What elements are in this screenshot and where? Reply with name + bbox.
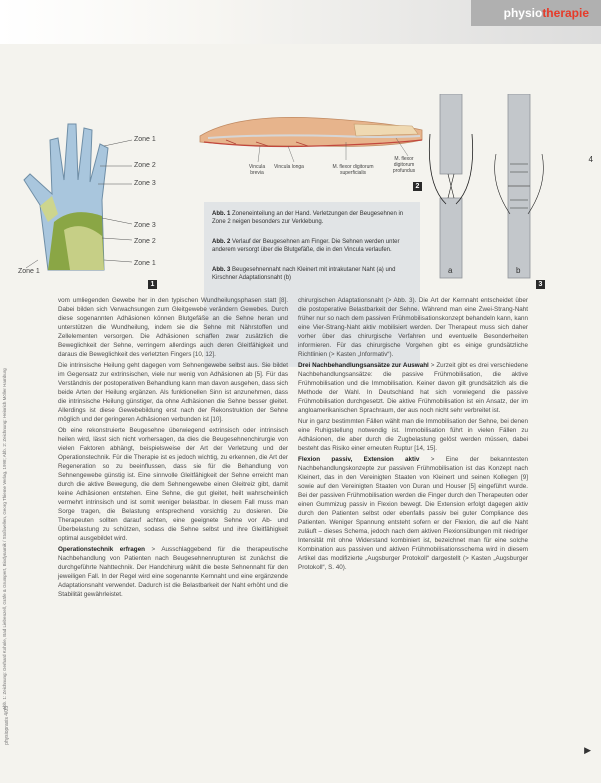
figure-1-badge: 1	[148, 280, 157, 289]
hand-zones-illustration	[18, 110, 153, 275]
next-page-arrow-icon: ▶	[584, 745, 591, 755]
brand-logo	[504, 6, 589, 20]
brand-part-1: physio	[503, 6, 543, 20]
paragraph-text: > Ausschlaggebend für die therapeutische Nachbehandlung von Patienten nach Beugesehnenrupturen ist zunächst die durchgeführte Nahttechnik. Der Handchirurg wählt die beste Sehnennaht für den jeweiligen Fall. In der Regel wird eine sogenannte Kernnaht und eine ergänzende Adaptationsnaht verwendet. Dadurch ist die Belastbarkeit der Naht erhöht und die Stabilität gewährleistet.	[58, 546, 289, 598]
zone-label: Zone 1	[18, 268, 40, 275]
zone-label: Zone 1	[134, 136, 156, 143]
paragraph-text: vom umliegenden Gewebe her in den typischen Wundheilungsphasen statt [8]. Dabei bilden sich Verwachsungen zum Gleitgewebe verändern Gewebes. Durch diese sogenannten Adhäsionen können Blutgefäße an die Sehne heran und unterstützen die Wundheilung, indem sie die Sehne mit Nährstoffen und Zellelementen versorgen. Die Adhäsionen schaffen zwar zusätzlich die Beweglichkeit der Sehne, verringern allerdings auch deren Gleitfähigkeit und daraus die Beweglichkeit des verletzten Fingers [10, 12].	[58, 297, 288, 358]
paragraph-text: Die intrinsische Heilung geht dagegen vom Sehnengewebe selbst aus. Sie bildet im Gegensatz zur extrinsischen, viele nur wenig von Adhäsionen ab [5]. Für das Verständnis der postoperativen Behandlung kann man davon ausgehen, dass sich beide Arten der Heilung ergänzen. Als funktionellen Sinn ist anzunehmen, dass die intrinsische Heilung günstiger, da ohne Adhäsionen die Sehne besser gleitet. Allerdings ist diese Gewebebildung erst nach der Rekonstruktion der Sehne möglich und der geringeren Adhäsionen verbunden ist [10].	[58, 362, 288, 423]
caption-3-lead: Abb. 3	[212, 267, 231, 273]
paragraph-lead: Drei Nachbehandlungsansätze zur Auswahl	[298, 362, 429, 369]
text-column-left	[58, 296, 288, 601]
figure-3-badge: 3	[536, 280, 545, 289]
paragraph	[58, 296, 288, 359]
brand-part-2: therapie	[542, 6, 589, 20]
paragraph-lead: Operationstechnik erfragen	[58, 546, 145, 553]
paragraph-text: Ob eine rekonstruierte Beugesehne überwiegend extrinsisch oder intrinsisch heilen wird, lässt sich nicht vorhersagen, da dies die Beugesehnenchirurgie von vielen Faktoren abhängt, beispielsweise der Art der Verletzung und der Operationstechnik. Für die Therapie ist es jedoch wichtig, zu erkennen, die Art der Regeneration so zu beeinflussen, dass sie für die Behandlung von Sehnengewebe günstig ist. Eine sinnvolle Gleitfähigkeit der Sehne erreicht man durch die aktive Bewegung, die dem Sehnengewebe einen Gleitreiz gibt, damit keine Adhäsionen entstehen. Eine Sehne, die gut gleitet, heilt wahrscheinlich vermehrt intrinsisch und ist somit weniger belastbar. In diesem Fall muss man Sorge tragen, die Belastung entsprechend vorsichtig zu dosieren. Die Therapeuten sollten darauf achten, eine geeignete Sehne vor Ab- und Überbelastung zu schützen, sodass die Sehne selbst und ihre Gleitfähigkeit optimal ausgebildet wird.	[58, 427, 288, 542]
tendon-suture-illustration	[426, 94, 551, 284]
caption-1-text: Zoneneinteilung an der Hand. Verletzungen der Beugesehnen in Zone 2 neigen besonders zur Verklebung.	[212, 211, 404, 225]
tendon-label-a: a	[448, 266, 453, 275]
zone-label: Zone 3	[134, 180, 156, 187]
paragraph-text: chirurgischen Adaptationsnaht (> Abb. 3). Die Art der Kernnaht entscheidet über die postoperative Belastbarkeit der Sehne. Während man eine Zwei-Strang-Naht früher nur so nach dem passiven Frühmobilisationskonzept behandeln kann, kann eine Vier-Strang-Naht aktiv mobilisiert werden. Der Therapeut muss sich daher vorher über das chirurgische Verfahren und eventuelle Besonderheiten informieren. Für das chirurgische Vorgehen gibt es einige grundsätzliche Richtlinien (> Kasten „Informativ“).	[298, 297, 528, 358]
anatomy-label: M. flexor digitorum profundus	[392, 156, 416, 174]
paragraph-text: Nur in ganz bestimmten Fällen wählt man die Immobilisation der Sehne, bei denen eine Ruhigstellung notwendig ist. Immobilisation führt in vielen Fällen zu Adhäsionen, die aber durch die Zugbelastung gelöst werden müssen, dabei besteht das Risiko einer erneuten Ruptur [14, 15].	[298, 418, 528, 452]
paragraph	[58, 426, 288, 543]
figure-area	[18, 90, 558, 290]
paragraph	[298, 417, 528, 453]
paragraph-text: > Zurzeit gibt es drei verschiedene Nachbehandlungsansätze: die passive Frühmobilisation, die aktive Frühmobilisation und die Immobilisation. Keiner davon gilt grundsätzlich als die Methode der Wahl. In Deutschland hat sich vorwiegend die passive Frühmobilisation durchgesetzt. Die aktive Frühmobilisation ist ein Ansatz, der im angloamerikanischen Sprachraum, der aus noch nicht sehr verbreitet ist.	[298, 362, 528, 414]
zone-label: Zone 3	[134, 222, 156, 229]
caption-3-text: Beugesehnennaht nach Kleinert mit intrakutaner Naht (a) und Kirschner Adaptationsnaht (b)	[212, 267, 396, 281]
paragraph	[298, 361, 528, 415]
paragraph-text: > Eine der bekanntesten Nachbehandlungskonzepte zur passiven Frühmobilisation ist das Konzept nach Kleinert, das in den Vereinigten Staaten von Kleinert und seinen Kollegen [9] sowie auf den Vereinigten Staaten von Duran und Houser [5] eingeführt wurde. Bei der passiven Frühmobilisation werden die Finger durch den Therapeuten oder einen Gummizug passiv in Flexion bewegt. Die Extension erfolgt dagegen aktiv durch den Patienten selbst oder ebenfalls passiv bei guter Compliance des Patienten. Weniger Spannung entsteht sofern er der Flexion, die auf die Naht zuläuft – dieses Schema, jedoch nach dem aktiven Flexionsübungen mit niedriger Intensität mit ohne Widerstand kombiniert ist, bezeichnet man für eine solche Kombination aus passiven und aktiven Frühmobilisationsschema wird in diesem Artikel das modifizierte „Augsburger Protokoll“ dargestellt (> Kasten „Augsburger Protokoll“, S. 40).	[298, 456, 529, 571]
anatomy-label: Vincula brevia	[248, 164, 266, 176]
text-column-right	[298, 296, 528, 574]
paragraph	[58, 361, 288, 424]
paragraph	[298, 455, 528, 572]
caption-1-lead: Abb. 1	[212, 211, 231, 217]
anatomy-label: M. flexor digitorum superficialis	[332, 164, 374, 176]
caption-2-text: Verlauf der Beugesehnen am Finger. Die Sehnen werden unter anderem versorgt über die Blutgefäße, die in den Vincula verlaufen.	[212, 239, 400, 253]
tendon-label-b: b	[516, 266, 521, 275]
paragraph	[298, 296, 528, 359]
figure-2-badge: 2	[413, 182, 422, 191]
caption-2	[212, 238, 416, 254]
image-credits: Abb. 1: Zeichnung: Gerhard Kohnle, Bad Liebenzell, Gräfe & Grumpert, Biodynamik / Stoßwellen, Georg Thieme Verlag, 1998; Abb. 2: Zeichnung: Heinrich Möller Hamburg	[2, 368, 7, 710]
finger-tendons-illustration	[196, 96, 426, 196]
anatomy-label: Vincula longa	[274, 164, 304, 170]
zone-label: Zone 2	[134, 162, 156, 169]
folio: physiopraxis 4/05	[4, 706, 10, 745]
caption-2-lead: Abb. 2	[212, 239, 231, 245]
caption-1	[212, 210, 416, 226]
paragraph	[58, 545, 288, 599]
paragraph-lead: Flexion passiv, Extension aktiv	[298, 456, 420, 463]
zone-label: Zone 1	[134, 260, 156, 267]
caption-3	[212, 266, 416, 282]
page-marker: 4	[588, 155, 593, 164]
zone-label: Zone 2	[134, 238, 156, 245]
